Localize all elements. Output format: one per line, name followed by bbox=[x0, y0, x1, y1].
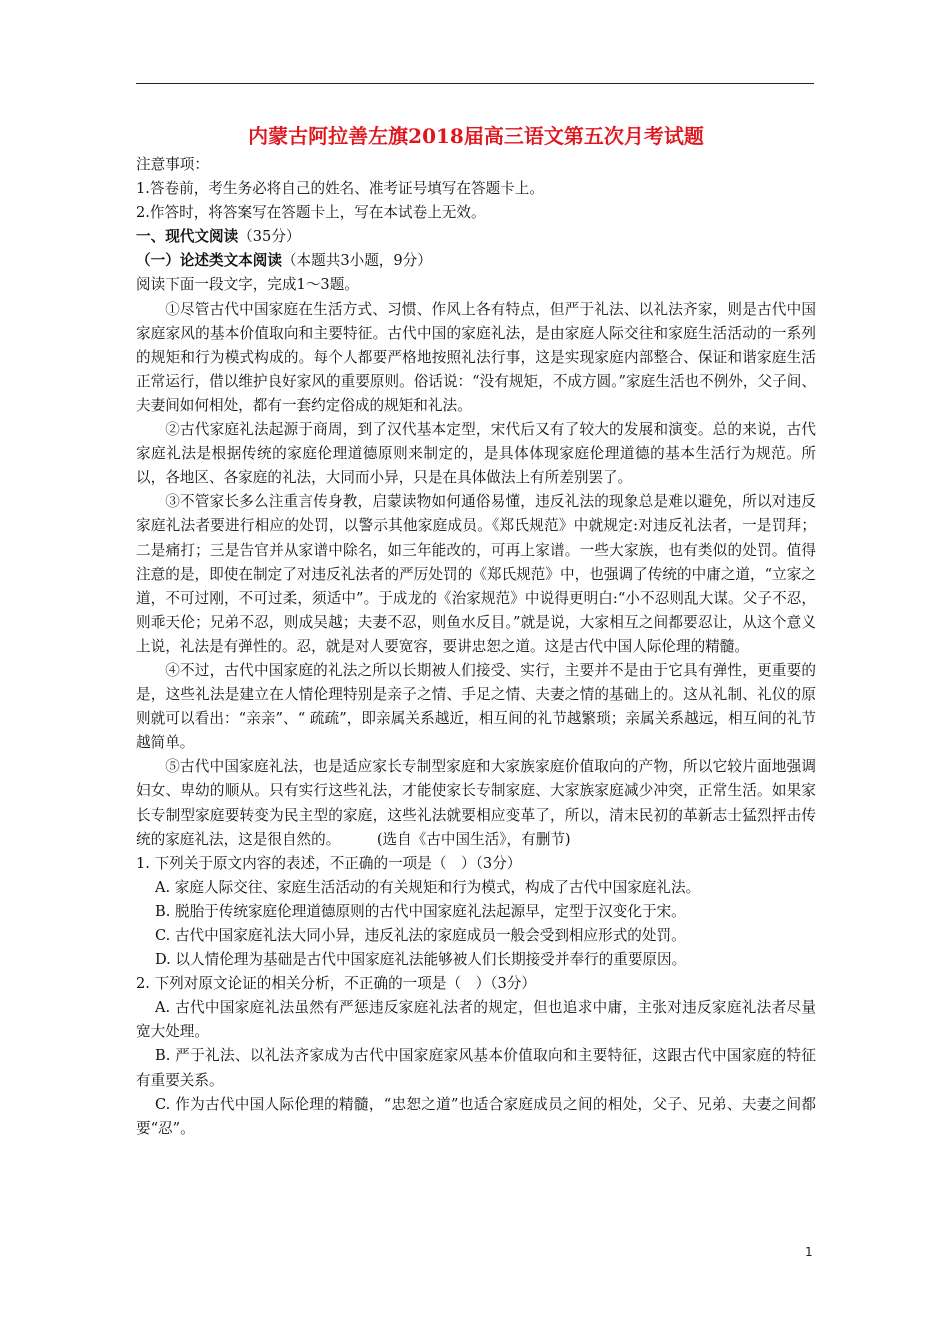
section-heading bbox=[136, 225, 816, 249]
page-number: 1 bbox=[805, 1245, 813, 1259]
subsection-points: （本题共3小题，9分） bbox=[281, 252, 432, 270]
question-2-option-a: A. 古代中国家庭礼法虽然有严惩违反家庭礼法者的规定，但也追求中庸，主张对违反家庭礼法者尽量宽大处理。 bbox=[136, 999, 816, 1041]
question-1-option-a: A. 家庭人际交往、家庭生活活动的有关规矩和行为模式，构成了古代中国家庭礼法。 bbox=[154, 878, 701, 896]
question-2-stem: 2. 下列对原文论证的相关分析，不正确的一项是（ ）（3分） bbox=[136, 975, 536, 993]
passage-paragraph-5-text: ⑤古代中国家庭礼法，也是适应家长专制型家庭和大家族家庭价值取向的产物，所以它较片面地强调妇女、卑幼的顺从。只有实行这些礼法，才能使家长专制家庭、大家族家庭减少冲突，正常生活。如果家长专制型家庭要转变为民主型的家庭，这些礼法就要相应变革了，所以，清末民初的革新志士猛烈抨击传统的家庭礼法，这是很自然的。 bbox=[136, 758, 816, 848]
passage-paragraph-3: ③不管家长多么注重言传身教，启蒙读物如何通俗易懂，违反礼法的现象总是难以避免，所以对违反家庭礼法者要进行相应的处罚，以警示其他家庭成员。《郑氏规范》中就规定:对违反礼法者，一是罚拜；二是痛打；三是告官并从家谱中除名，如三年能改的，可再上家谱。一些大家族，也有类似的处罚。值得注意的是，即使在制定了对违反礼法者的严厉处罚的《郑氏规范》中，也强调了传统的中庸之道，“立家之道，不可过刚，不可过柔，须适中”。于成龙的《治家规范》中说得更明白:“小不忍则乱大谋。父子不忍，则乖天伦；兄弟不忍，则成吴越；夫妻不忍，则鱼水反目。”就是说，大家相互之间都要忍让，从这个意义上说，礼法是有弹性的。忍，就是对人要宽容，要讲忠恕之道。这是古代中国人际伦理的精髓。 bbox=[136, 493, 816, 655]
exam-title: 内蒙古阿拉善左旗2018届高三语文第五次月考试题 bbox=[248, 124, 704, 148]
passage-paragraph-2: ②古代家庭礼法起源于商周，到了汉代基本定型，宋代后又有了较大的发展和演变。总的来说，古代家庭礼法是根据传统的家庭伦理道德原则来制定的，是具体体现家庭伦理道德的基本生活行为规范。所以，各地区、各家庭的礼法，大同而小异，只是在具体做法上有所差别罢了。 bbox=[136, 421, 816, 487]
passage-paragraph-1: ①尽管古代中国家庭在生活方式、习惯、作风上各有特点，但严于礼法、以礼法齐家，则是古代中国家庭家风的基本价值取向和主要特征。古代中国的家庭礼法，是由家庭人际交往和家庭生活活动的一系列的规矩和行为模式构成的。每个人都要严格地按照礼法行事，这是实现家庭内部整合、保证和谐家庭生活正常运行，借以维护良好家风的重要原则。俗话说：“没有规矩，不成方圆。”家庭生活也不例外，父子间、夫妻间如何相处，都有一套约定俗成的规矩和礼法。 bbox=[136, 300, 816, 414]
notice-heading: 注意事项： bbox=[136, 156, 209, 173]
reading-instruction: 阅读下面一段文字，完成1～3题。 bbox=[136, 276, 359, 294]
subsection-heading bbox=[136, 249, 816, 273]
question-1-stem: 1. 下列关于原文内容的表述，不正确的一项是（ ）（3分） bbox=[136, 854, 522, 872]
passage-paragraph-4: ④不过，古代中国家庭的礼法之所以长期被人们接受、实行，主要并不是由于它具有弹性，更重要的是，这些礼法是建立在人情伦理特别是亲子之情、手足之情、夫妻之情的基础上的。这从礼制、礼仪的原则就可以看出：“亲亲”、“ 疏疏”，即亲属关系越近，相互间的礼节越繁琐；亲属关系越远，相互间的礼节越简单。 bbox=[136, 661, 816, 752]
question-1-option-d: D. 以人情伦理为基础是古代中国家庭礼法能够被人们长期接受并奉行的重要原因。 bbox=[154, 951, 687, 969]
exam-page bbox=[136, 122, 816, 1141]
header-rule bbox=[136, 83, 814, 84]
section-title: 一、现代文阅读 bbox=[136, 228, 239, 246]
passage-paragraph-5 bbox=[136, 755, 816, 851]
passage-source: (选自《古中国生活》，有删节) bbox=[376, 830, 571, 848]
question-2-option-b: B. 严于礼法、以礼法齐家成为古代中国家庭家风基本价值取向和主要特征，这跟古代中国家庭的特征有重要关系。 bbox=[136, 1047, 816, 1089]
subsection-title: （一）论述类文本阅读 bbox=[136, 252, 282, 270]
question-1-option-b: B. 脱胎于传统家庭伦理道德原则的古代中国家庭礼法起源早，定型于汉变化于宋。 bbox=[154, 902, 686, 920]
notice-item-2: 2.作答时，将答案写在答题卡上，写在本试卷上无效。 bbox=[136, 204, 486, 222]
question-2-option-c: C. 作为古代中国人际伦理的精髓，“忠恕之道”也适合家庭成员之间的相处，父子、兄弟、夫妻之间都要“忍”。 bbox=[136, 1095, 816, 1137]
question-1-option-c: C. 古代中国家庭礼法大同小异，违反礼法的家庭成员一般会受到相应形式的处罚。 bbox=[154, 927, 686, 944]
notice-item-1: 1.答卷前，考生务必将自己的姓名、准考证号填写在答题卡上。 bbox=[136, 180, 544, 198]
section-points: （35分） bbox=[238, 228, 301, 246]
